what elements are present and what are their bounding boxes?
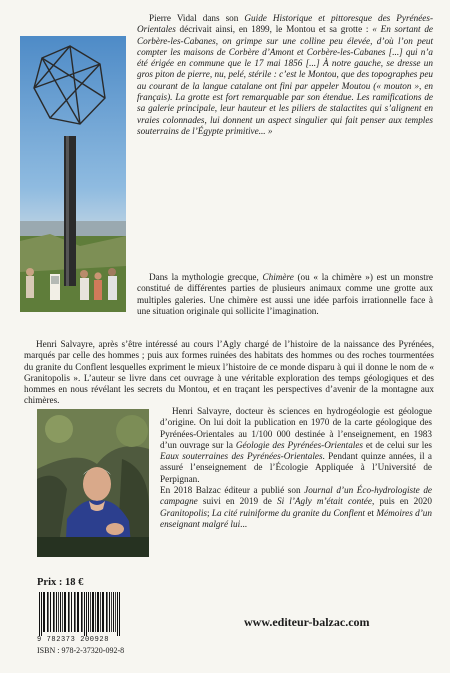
barcode-bar (71, 592, 72, 632)
barcode-bar (111, 592, 112, 632)
barcode-bar (86, 592, 87, 636)
mythology-paragraph: Dans la mythologie grecque, Chimère (ou « la chimère ») est un monstre constitué de différentes parties de plusieurs animaux comme une grotte aux multiples galeries. Une chimère est aussi une idée parfois irrationnelle face à une situation originale qui sollicite l’imagination. (137, 272, 433, 316)
barcode-bar (60, 592, 61, 632)
author-photo (37, 409, 149, 557)
barcode-bar (64, 592, 66, 632)
tower-sculpture-photo (20, 36, 126, 312)
book-summary-paragraph: Henri Salvayre, après s’être intéressé au cours l’Agly chargé de l’histoire de la naissance des Pyrénées, marqués par celle des hommes ; puis aux formes ruinées des habitats des hommes ou des roches tourmentées du granite du Conflent lesquelles expriment le mieux l’histoire de ce monde disparu à qui il donne le nom de « Granitopolis ». L’auteur se livre dans cet ouvrage à une véritable exploration des temps géologiques et des hommes en nous révélant les secrets du Montou, et en traçant les perspectives d’avenir de la montagne aux chimères. (24, 339, 434, 406)
barcode-bar (90, 592, 91, 632)
barcode-bar (88, 592, 89, 632)
barcode-bar (113, 592, 114, 632)
barcode-bar (84, 592, 85, 636)
barcode-bar (43, 592, 45, 632)
barcode-bar (68, 592, 70, 632)
barcode-bar (92, 592, 94, 632)
barcode-bar (102, 592, 104, 632)
barcode-bar (95, 592, 96, 632)
barcode-bar (119, 592, 120, 636)
barcode-bar (47, 592, 49, 632)
isbn-barcode (37, 592, 157, 654)
isbn-number: ISBN : 978-2-37320-092-8 (37, 646, 125, 655)
barcode-bar (50, 592, 51, 632)
barcode-bar (74, 592, 76, 632)
barcode-bar (58, 592, 59, 632)
barcode-bar (115, 592, 116, 632)
barcode-bar (41, 592, 42, 636)
barcode-bar (53, 592, 55, 632)
author-biography: Henri Salvayre, docteur ès sciences en hydrogéologie est géologue d’origine. On lui doit la publication en 1970 de la carte géologique des Pyrénées-Orientales au 1/100 000 destinée à l’enseignement, en 1983 d’un ouvrage sur la Géologie des Pyrénées-Orientales et de celui sur les Eaux souterraines des Pyrénées-Orientales. Pendant quinze années, il a assuré l’enseignement de l’Écologie Appliquée à l’Université de Perpignan. En 2018 Balzac éditeur a publié son Journal d’un Éco-hydrologiste de campagne suivi en 2019 de Si l’Agly m’était contée, puis en 2020 Granitopolis; La cité ruiniforme du granite du Conflent et Mémoires d’un enseignant malgré lui... (160, 406, 433, 529)
barcode-bar (81, 592, 83, 632)
publisher-website-link[interactable]: www.editeur-balzac.com (244, 615, 370, 629)
barcode-bar (106, 592, 108, 632)
barcode-digits: 9 782373 200928 (37, 636, 110, 644)
barcode-bar (97, 592, 99, 632)
barcode-bar (39, 592, 40, 636)
barcode-bar (56, 592, 57, 632)
book-price: Prix : 18 € (37, 577, 84, 588)
barcode-bar (77, 592, 79, 632)
barcode-bar (109, 592, 110, 632)
intro-quote-paragraph: Pierre Vidal dans son Guide Historique et pittoresque des Pyrénées-Orientales décrivait ainsi, en 1899, le Montou et sa grotte : « En sortant de Corbère-les-Cabanes, on grimpe sur une colline peu élevée, d’où l’on peut compter les maisons de Corbère d’Amont et Corbère-les-Cabanes [...] qui n’a été érigée en commune que le 17 mai 1856 [...] À notre gauche, se dresse un gros piton de pierre, nu, pelé, stérile : c’est le Montou, que des topographes peu au courant de la langue catalane ont fini par appeler Moutou (« mouton », en français). La grotte est fort remarquable par son étendue. Les ramifications de sa galerie principale, leur hauteur et les piliers de stalactites qui s’alignent en vraies colonnades, lui donnent un aspect singulier qui fait penser aux temples souterrains de l’Égypte primitive... » (137, 13, 434, 136)
barcode-bar (62, 592, 63, 632)
barcode-bar (117, 592, 118, 636)
barcode-bar (100, 592, 101, 632)
